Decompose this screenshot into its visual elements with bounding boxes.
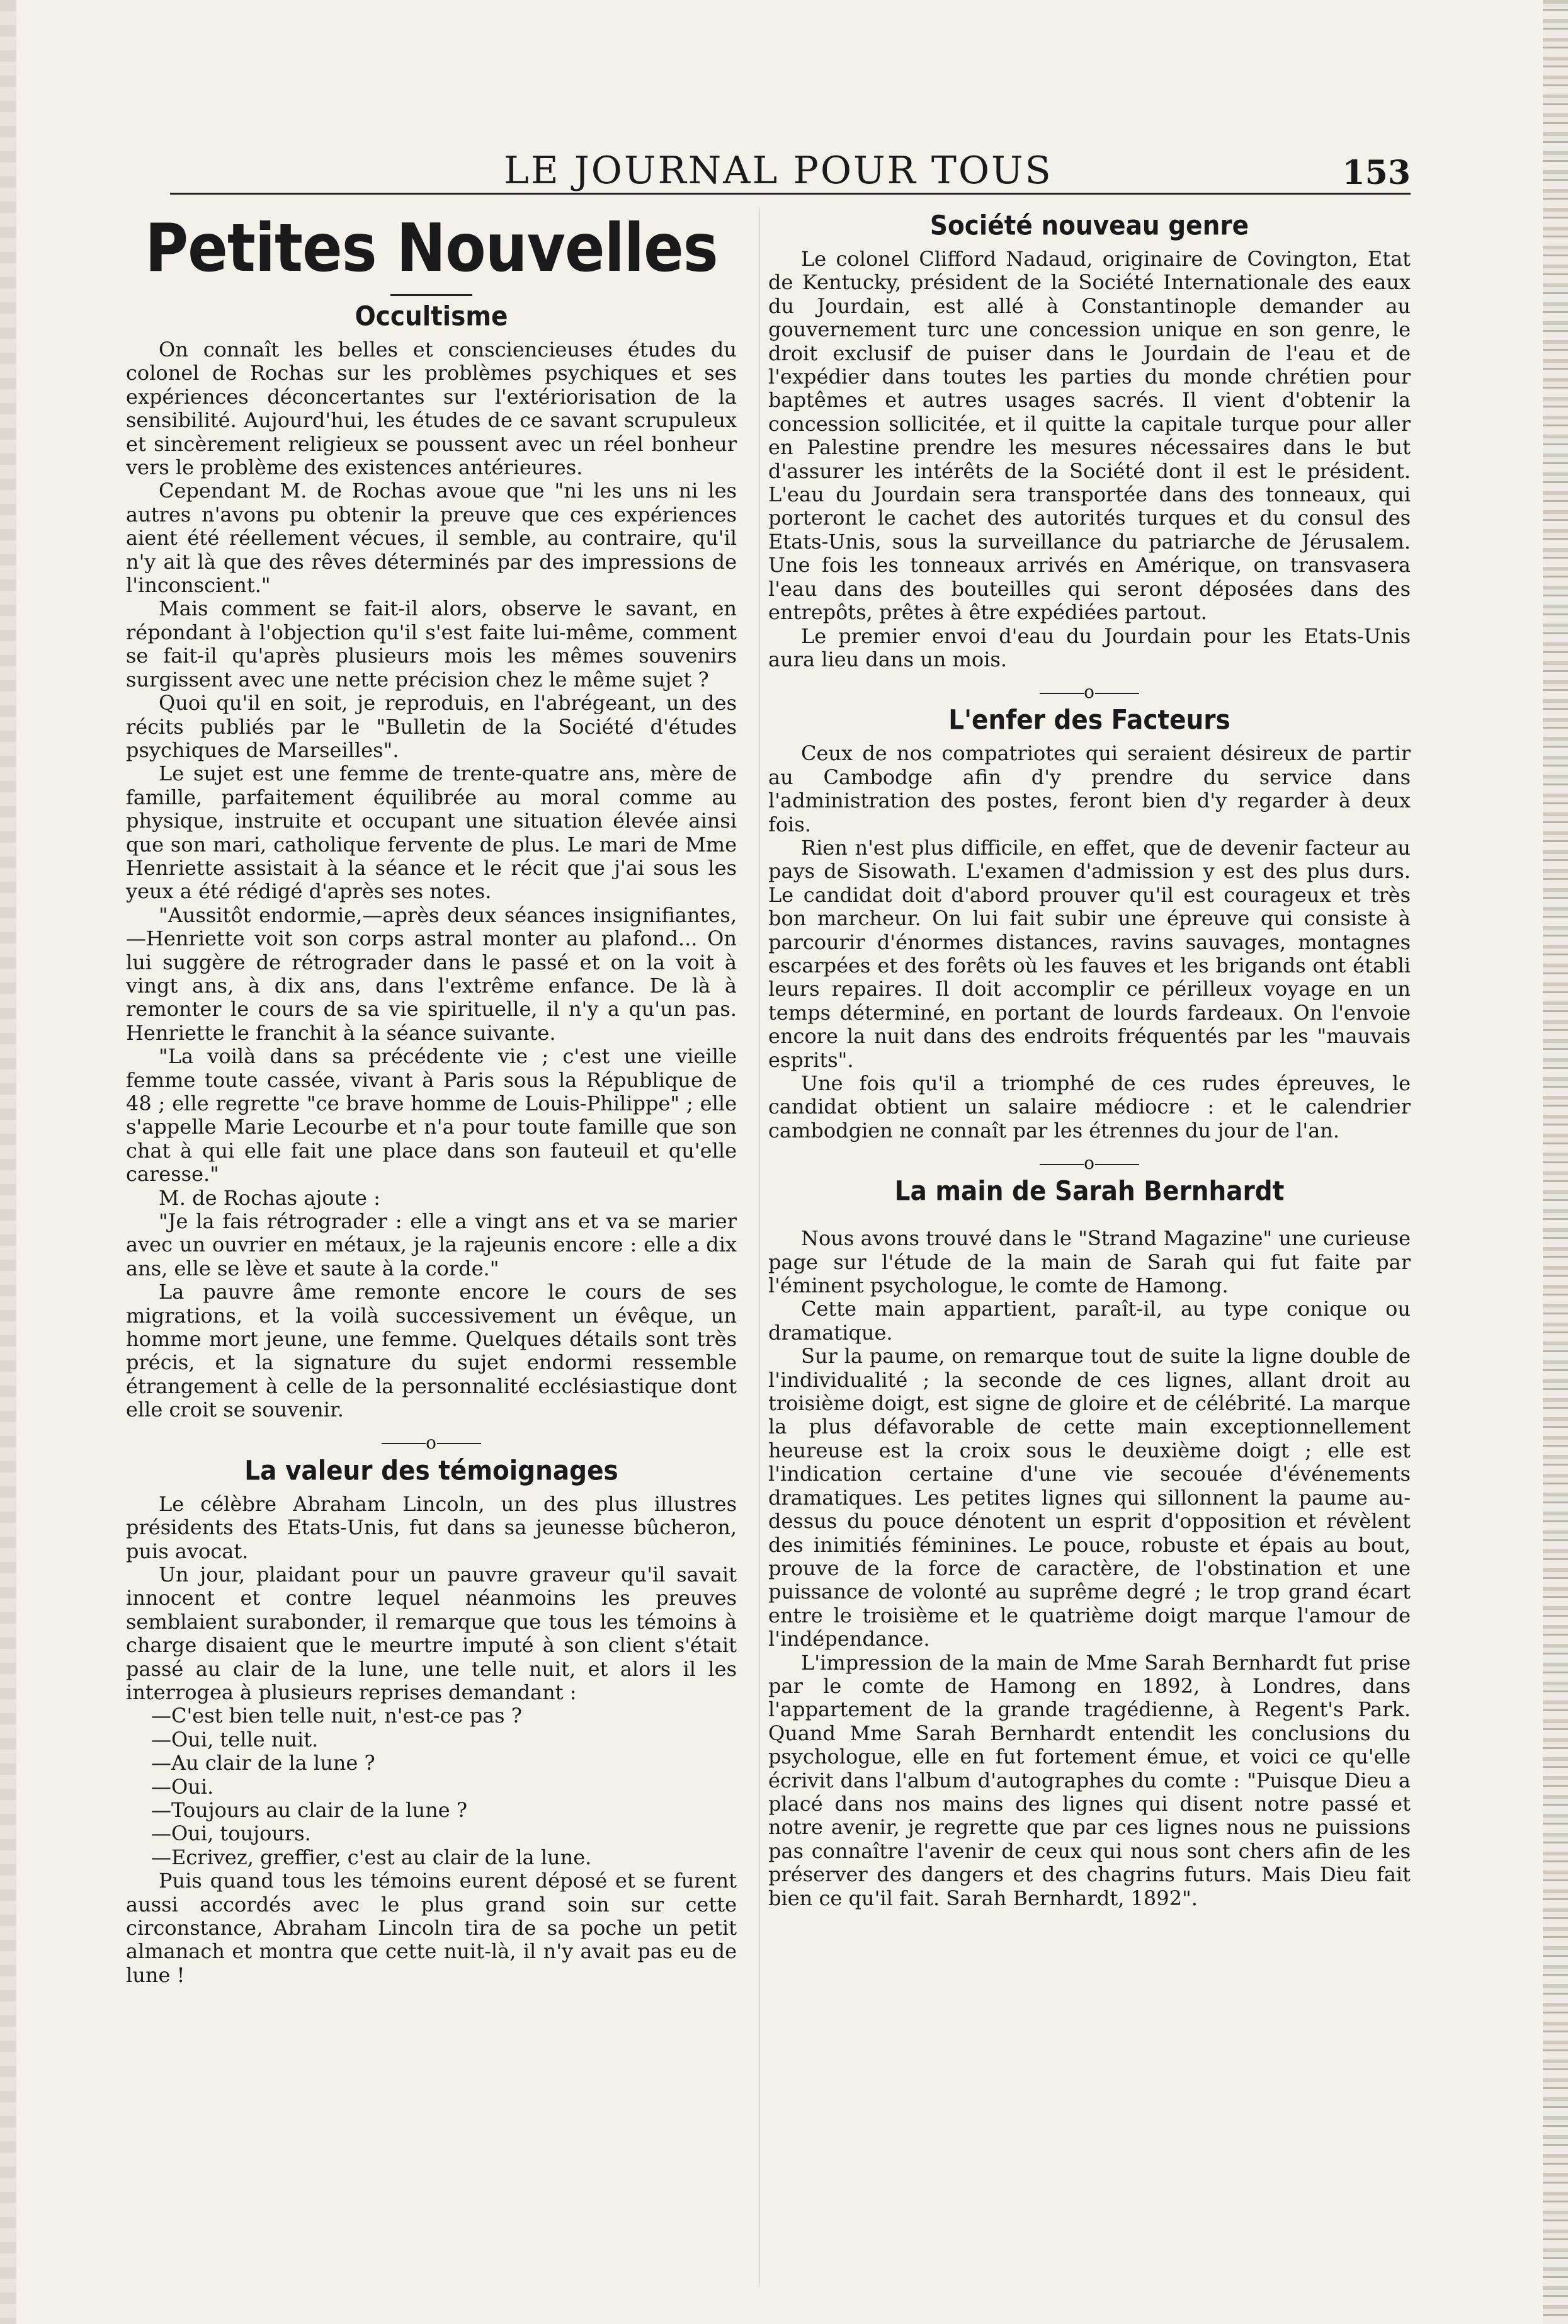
article-title: Société nouveau genre bbox=[929, 210, 1249, 242]
journal-title: LE JOURNAL POUR TOUS bbox=[504, 149, 1053, 193]
dialogue-line: —Toujours au clair de la lune ? bbox=[151, 1797, 468, 1822]
article-occultisme bbox=[126, 302, 737, 1422]
paragraph: Le colonel Clifford Nadaud, originaire de Covington, Etat de Kentucky, président de la Société Internationale des eaux du Jourdain, est allé à Constantinople demander au gouvernement turc une concession unique en son genre, le droit exclusif de puiser dans le Jourdain de l'eau et de l'expédier dans toutes les parties du monde chrétien pour baptêmes et autres usages sacrés. Il vient d'obtenir la concession sollicitée, et il quitte la capitale turque pour aller en Palestine prendre les mesures nécessaires dans le but d'assurer les intérêts de la Société dont il est le président. L'eau du Jourdain sera transportée dans des tonneaux, qui porteront le cachet des autorités turques et du consul des Etats-Unis, sous la surveillance du patriarche de Jérusalem. Une fois les tonneaux arrivés en Amérique, on transvasera l'eau dans des bouteilles qui seront déposées dans des entrepôts, prêtes à être expédiées partout. bbox=[768, 247, 1411, 625]
article-title: La valeur des témoignages bbox=[244, 1455, 618, 1486]
dialogue-line: —Oui, toujours. bbox=[151, 1821, 311, 1846]
paragraph: Puis quand tous les témoins eurent déposé et se furent aussi accordés avec le plus grand soin sur cette circonstance, Abraham Lincoln tira de sa poche un petit almanach et montra que cette nuit-là, il n'y avait pas eu de lune ! bbox=[126, 1869, 737, 1987]
paragraph: Le sujet est une femme de trente-quatre ans, mère de famille, parfaitement équilibrée au moral comme au physique, instruite et occupant une situation élevée ainsi que son mari, catholique fervente de plus. Le mari de Mme Henriette assistait à la séance et le récit que j'ai sous les yeux a été rédigé d'après ses notes. bbox=[126, 761, 737, 904]
article-title: L'enfer des Facteurs bbox=[948, 705, 1230, 736]
paragraph: Le premier envoi d'eau du Jourdain pour les Etats-Unis aura lieu dans un mois. bbox=[768, 624, 1411, 671]
dialogue-line: —Oui. bbox=[151, 1774, 214, 1799]
header-rule bbox=[170, 193, 1411, 195]
article-societe bbox=[768, 212, 1411, 671]
section-separator: o bbox=[768, 1153, 1411, 1173]
paragraph: L'impression de la main de Mme Sarah Bernhardt fut prise par le comte de Hamong en 1892, à Londres, dans l'appartement de la grande tragédienne, à Regent's Park. Quand Mme Sarah Bernhardt entendit les conclusions du psychologue, elle en fut fortement émue, et voici ce qu'elle écrivit dans l'album d'autographes du comte : "Puisque Dieu a placé dans nos mains des lignes qui disent notre passé et notre avenir, je regrette que par ces lignes nous ne puissions pas connaître l'avenir de ceux qui nous sont chers afin de les préserver des dangers et des chagrins futurs. Mais Dieu fait bien ce qu'il fait. Sarah Bernhardt, 1892". bbox=[768, 1650, 1411, 1910]
dialogue-line: —C'est bien telle nuit, n'est-ce pas ? bbox=[151, 1704, 522, 1728]
page-right-edge bbox=[1543, 0, 1568, 2324]
article-title: Occultisme bbox=[355, 300, 508, 333]
article-title: La main de Sarah Bernhardt bbox=[894, 1175, 1285, 1207]
paragraph: "La voilà dans sa précédente vie ; c'est une vieille femme toute cassée, vivant à Paris sous la République de 48 ; elle regrette "ce brave homme de Louis-Philippe" ; elle s'appelle Marie Lecourbe et n'a pour toute famille que son chat à qui elle fait une place dans son fauteuil et qu'elle caresse." bbox=[126, 1044, 737, 1187]
page-left-edge bbox=[0, 0, 16, 2324]
paragraph: Cependant M. de Rochas avoue que "ni les uns ni les autres n'avons pu obtenir la preuve que ces expériences aient été réellement vécues, il semble, au contraire, qu'il n'y ait là que des rêves déterminés par des impressions de l'inconscient." bbox=[126, 479, 737, 598]
paragraph: Sur la paume, on remarque tout de suite la ligne double de l'individualité ; la seconde de ces lignes, allant droit au troisième doigt, est signe de gloire et de célébrité. La marque la plus défavorable de cette main exceptionnellement heureuse est la croix sous le deuxième doigt ; elle est l'indication certaine d'une vie secouée d'événements dramatiques. Les petites lignes qui sillonnent la paume au-dessus du pouce dénotent un esprit d'opposition et révèlent des inimitiés féminines. Le pouce, robuste et épais au bout, prouve de la force de caractère, de l'obstination et une puissance de volonté au suprême degré ; le trop grand écart entre le troisième et le quatrième doigt marque l'amour de l'indépendance. bbox=[768, 1344, 1411, 1651]
paragraph: Rien n'est plus difficile, en effet, que de devenir facteur au pays de Sisowath. L'examen d'admission y est des plus durs. Le candidat doit d'abord prouver qu'il est courageux et très bon marcheur. On lui fait subir une épreuve qui consiste à parcourir d'énormes distances, ravins sauvages, montagnes escarpées et des forêts où les fauves et les brigands ont établi leurs repaires. Il doit accomplir ce périlleux voyage en un temps déterminé, en portant de lourds fardeaux. On l'envoie encore la nuit dans des endroits fréquentés par les "mauvais esprits". bbox=[768, 835, 1411, 1072]
main-title: Petites Nouvelles bbox=[145, 210, 718, 287]
right-column bbox=[768, 208, 1411, 1910]
paragraph: Cette main appartient, paraît-il, au type conique ou dramatique. bbox=[768, 1297, 1411, 1345]
paragraph: Ceux de nos compatriotes qui seraient désireux de partir au Cambodge afin d'y prendre du service dans l'administration des postes, feront bien d'y regarder à deux fois. bbox=[768, 741, 1411, 836]
dialogue-line: —Oui, telle nuit. bbox=[151, 1727, 319, 1752]
paragraph: Quoi qu'il en soit, je reproduis, en l'abrégeant, un des récits publiés par le "Bulletin de la Société d'études psychiques de Marseilles". bbox=[126, 691, 737, 762]
article-facteurs bbox=[768, 706, 1411, 1142]
paragraph: Nous avons trouvé dans le "Strand Magazine" une curieuse page sur l'étude de la main de Sarah qui fut faite par l'éminent psychologue, le comte de Hamong. bbox=[768, 1226, 1411, 1298]
page-number: 153 bbox=[1342, 154, 1411, 192]
paragraph: Une fois qu'il a triomphé de ces rudes épreuves, le candidat obtient un salaire médiocre : et le calendrier cambodgien ne connaît par les étrennes du jour de l'an. bbox=[768, 1071, 1411, 1142]
paragraph: "Aussitôt endormie,—après deux séances insignifiantes,—Henriette voit son corps astral monter au plafond... On lui suggère de rétrograder dans le passé et on la voit à vingt ans, à dix ans, dans l'extrême enfance. De là à remonter le cours de sa vie spirituelle, il n'y a qu'un pas. Henriette le franchit à la séance suivante. bbox=[126, 903, 737, 1045]
title-rule bbox=[390, 294, 472, 296]
paragraph: On connaît les belles et consciencieuses études du colonel de Rochas sur les problèmes psychiques et ses expériences déconcertantes sur l'extériorisation de la sensibilité. Aujourd'hui, les études de ce savant scrupuleux et sincèrement religieux se poussent avec un réel bonheur vers le problème des existences antérieures. bbox=[126, 338, 737, 480]
article-sarah bbox=[768, 1177, 1411, 1910]
left-column bbox=[126, 208, 737, 1987]
paragraph: M. de Rochas ajoute : bbox=[159, 1185, 380, 1210]
section-separator: o bbox=[768, 681, 1411, 702]
article-temoignages bbox=[126, 1457, 737, 1988]
section-separator: o bbox=[126, 1432, 737, 1453]
dialogue-line: —Ecrivez, greffier, c'est au clair de la lune. bbox=[151, 1845, 592, 1869]
paragraph: Un jour, plaidant pour un pauvre graveur qu'il savait innocent et contre lequel néanmoins les preuves semblaient surabonder, il remarque que tous les témoins à charge disaient que le meurtre imputé à son client s'était passé au clair de la lune, une telle nuit, et alors il les interrogea à plusieurs reprises demandant : bbox=[126, 1562, 737, 1704]
paragraph: Le célèbre Abraham Lincoln, un des plus illustres présidents des Etats-Unis, fut dans sa jeunesse bûcheron, puis avocat. bbox=[126, 1491, 737, 1563]
dialogue-line: —Au clair de la lune ? bbox=[151, 1751, 375, 1775]
paragraph: La pauvre âme remonte encore le cours de ses migrations, et la voilà successivement un évêque, un homme mort jeune, une femme. Quelques détails sont très précis, et la signature du sujet endormi ressemble étrangement à celle de la personnalité ecclésiastique dont elle croit se souvenir. bbox=[126, 1280, 737, 1422]
paragraph: Mais comment se fait-il alors, observe le savant, en répondant à l'objection qu'il s'est faite lui-même, comment se fait-il qu'après plusieurs mois les mêmes souvenirs surgissent avec une nette précision chez le même sujet ? bbox=[126, 596, 737, 692]
paragraph: "Je la fais rétrograder : elle a vingt ans et va se marier avec un ouvrier en métaux, je la rajeunis encore : elle a dix ans, elle se lève et saute à la corde." bbox=[126, 1209, 737, 1280]
running-header bbox=[170, 149, 1411, 195]
